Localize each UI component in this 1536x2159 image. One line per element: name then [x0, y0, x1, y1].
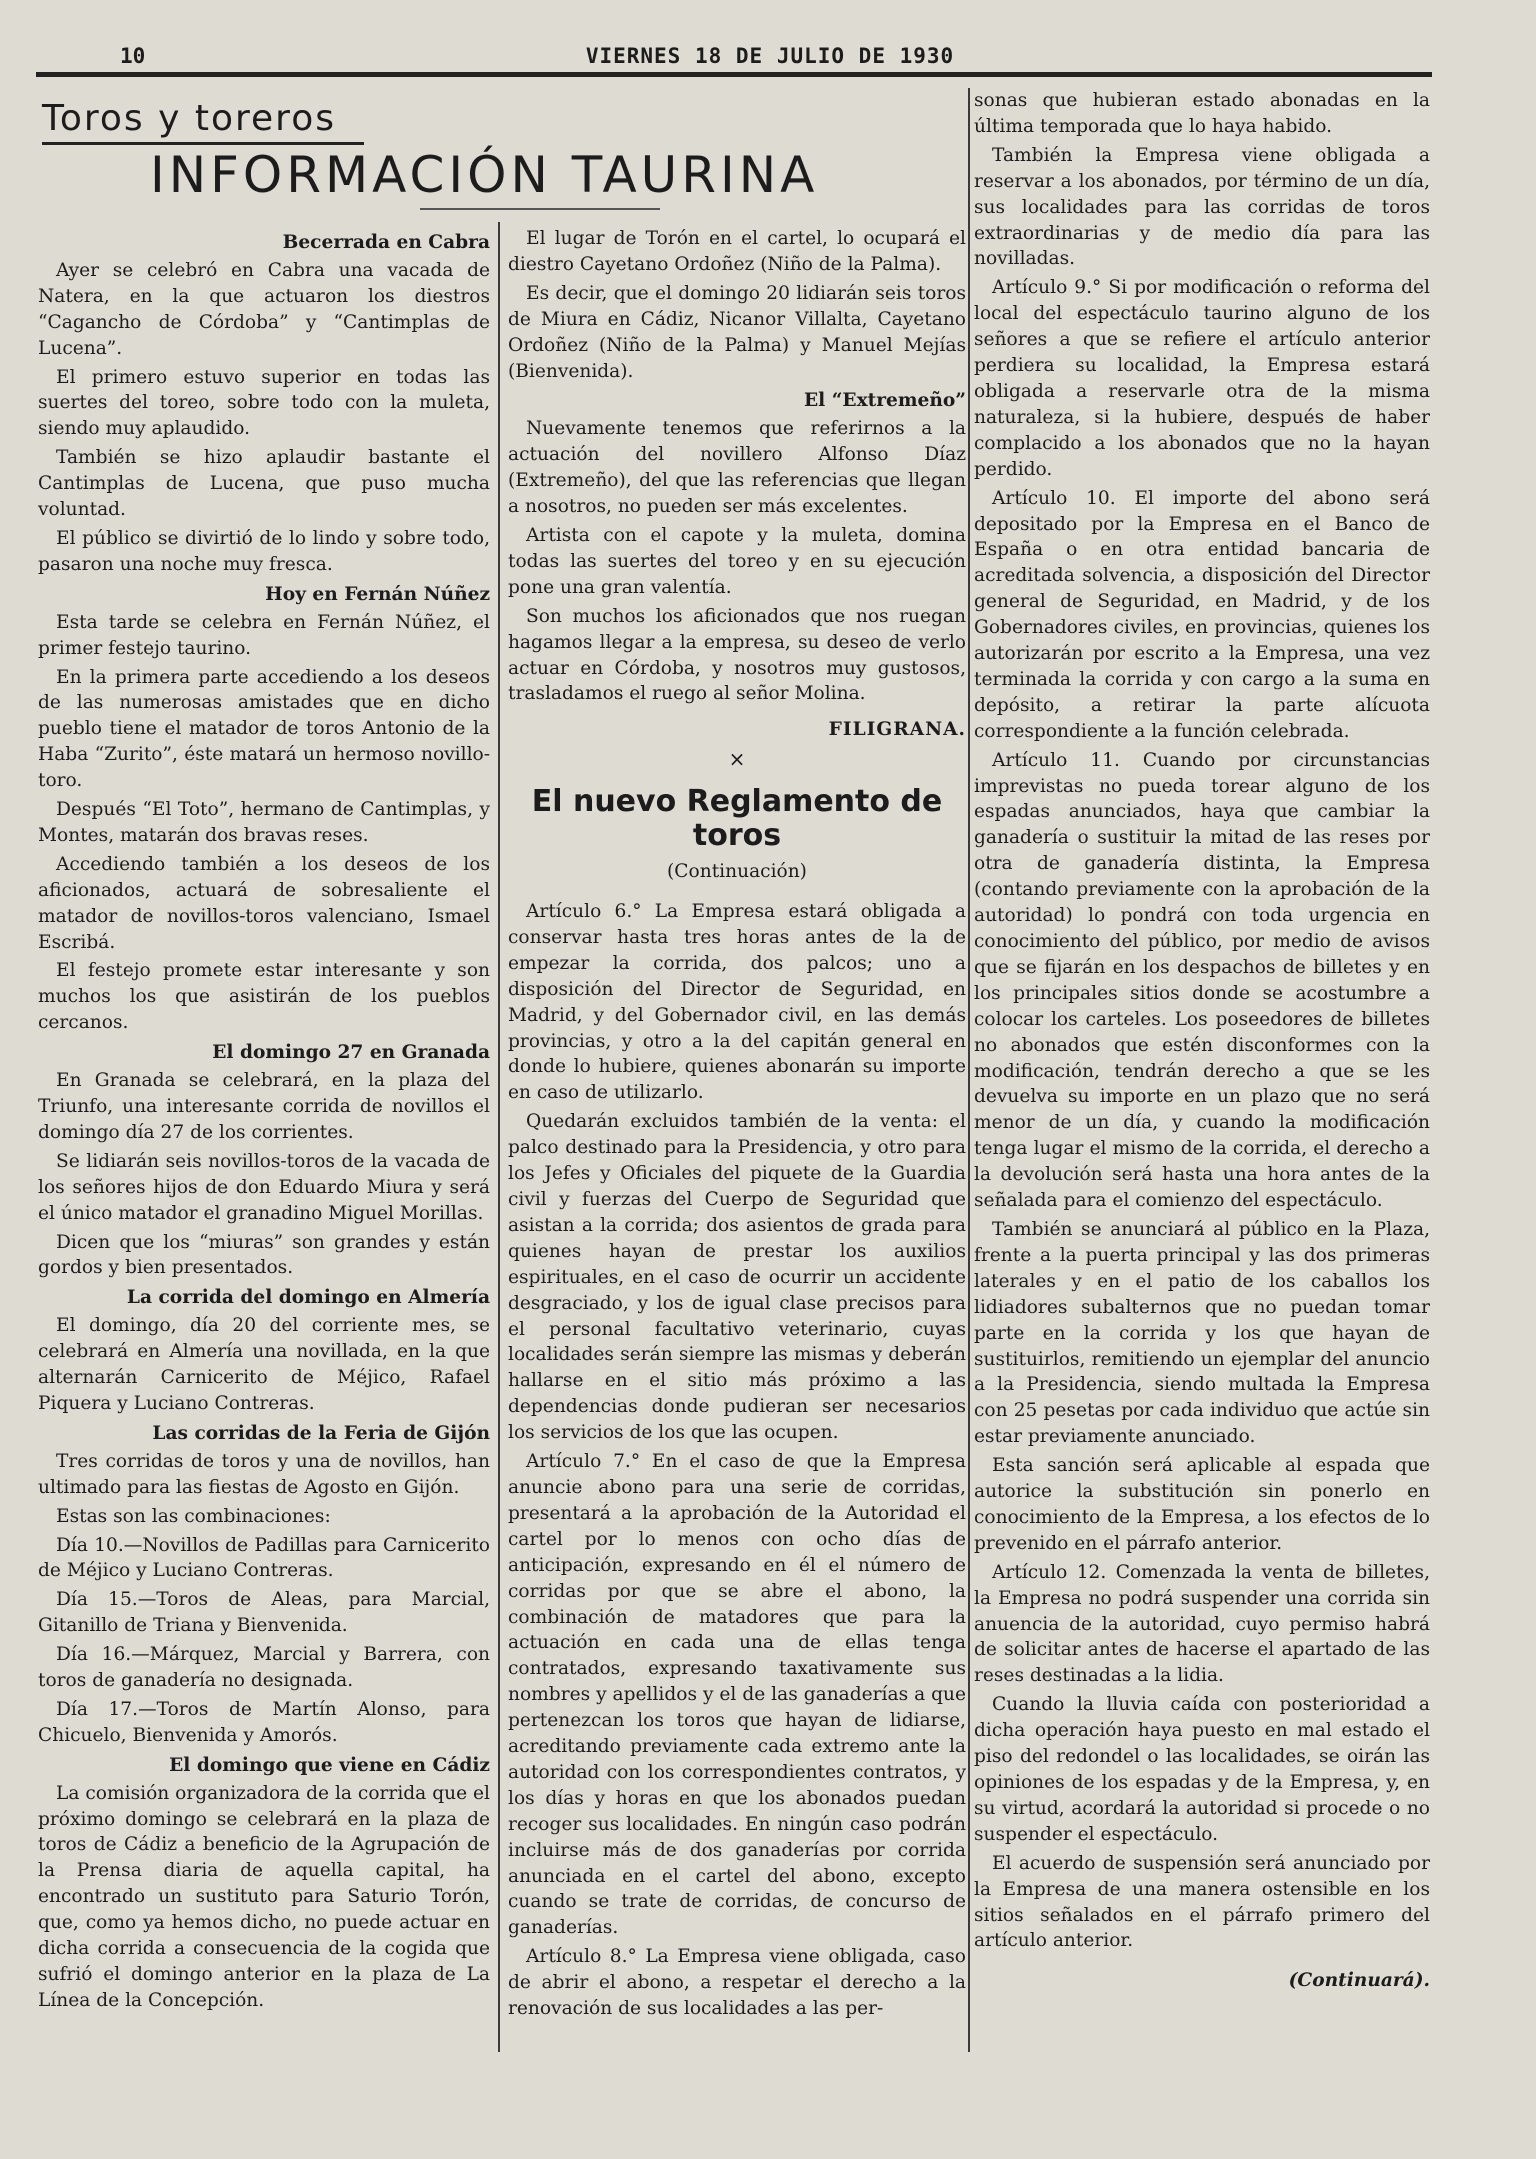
header-rule: [36, 72, 1432, 77]
title-underline: [420, 208, 660, 210]
subheading: El “Extremeño”: [804, 390, 966, 412]
paragraph: Nuevamente tenemos que referirnos a la actuación del novillero Alfonso Díaz (Extremeño), del que las referencias que llegan a nosotros, no pueden ser más excelentes.: [508, 418, 966, 518]
paragraph: Artículo 7.° En el caso de que la Empresa anuncie abono para una serie de corridas, presentará a la aprobación de la Autoridad el cartel por lo menos con ocho días de anticipación, expresando en él el número de corridas por que se abre el abono, la combinación de matadores que para la actuación en cada una de ellas tenga contratados, expresando taxativamente sus nombres y apellidos y el de las ganaderías a que pertenezcan los toros que hayan de lidiarse, acreditando previamente cada extremo ante la autoridad con los correspondientes contratos, y los días y horas en que los abonados puedan recoger sus localidades. En ningún caso podrán incluirse más de dos ganaderías por corrida anunciada en el cartel del abono, excepto cuando se trate de corridas, de concurso de ganaderías.: [508, 1451, 966, 1939]
subheading: El domingo que viene en Cádiz: [169, 1754, 490, 1776]
paragraph: Día 17.—Toros de Martín Alonso, para Chicuelo, Bienvenida y Amorós.: [38, 1698, 490, 1746]
section-underline: [42, 142, 364, 145]
subheading: Hoy en Fernán Núñez: [265, 583, 490, 605]
paragraph: Son muchos los aficionados que nos ruegan hagamos llegar a la empresa, su deseo de verlo actuar en Córdoba, y nosotros muy gustosos, trasladamos el ruego al señor Molina.: [508, 605, 966, 705]
paragraph: También se anunciará al público en la Plaza, frente a la puerta principal y las dos primeras laterales y en el patio de los caballos los lidiadores subalternos que no puedan tomar parte en la corrida y los que hayan de sustituirlos, remitiendo un ejemplar del anuncio a la Presidencia, siendo multada la Empresa con 25 pesetas por cada individuo que actúe sin estar previamente anunciado.: [974, 1218, 1430, 1448]
paragraph: Es decir, que el domingo 20 lidiarán seis toros de Miura en Cádiz, Nicanor Villalta, Cayetano Ordoñez (Niño de la Palma) y Manuel Mejías (Bienvenida).: [508, 282, 966, 382]
paragraph: El primero estuvo superior en todas las suertes del toreo, sobre todo con la muleta, siendo muy aplaudido.: [38, 366, 490, 440]
article-title: El nuevo Reglamento de toros: [531, 784, 943, 854]
paragraph: Dicen que los “miuras” son grandes y están gordos y bien presentados.: [38, 1231, 490, 1279]
paragraph: El acuerdo de suspensión será anunciado por la Empresa de una manera ostensible en los sitios señalados en el párrafo primero del artículo anterior.: [974, 1852, 1430, 1952]
paragraph: Tres corridas de toros y una de novillos, han ultimado para las fiestas de Agosto en Gijón.: [38, 1450, 490, 1498]
paragraph: El festejo promete estar interesante y son muchos los que asistirán de los pueblos cercanos.: [38, 960, 490, 1034]
paragraph: Esta tarde se celebra en Fernán Núñez, el primer festejo taurino.: [38, 611, 490, 659]
paragraph: Se lidiarán seis novillos-toros de la vacada de los señores hijos de don Eduardo Miura y será el único matador el granadino Miguel Morillas.: [38, 1150, 490, 1224]
paragraph: Día 16.—Márquez, Marcial y Barrera, con toros de ganadería no designada.: [38, 1644, 490, 1692]
paragraph: Quedarán excluidos también de la venta: el palco destinado para la Presidencia, y otro para los Jefes y Oficiales del piquete de la Guardia civil y fuerzas del Cuerpo de Seguridad que asistan a la corrida; dos asientos de grada para quienes hayan de prestar los auxilios espirituales, en el caso de ocurrir un accidente desgraciado, y los de igual clase precisos para el personal facultativo veterinario, cuyas localidades serán siempre las mismas y deberán hallarse en el sitio más próximo a las dependencias donde pudieran ser necesarios los servicios de los que las ocupen.: [508, 1111, 966, 1444]
column-divider: [968, 88, 970, 2052]
paragraph: Artículo 8.° La Empresa viene obligada, caso de abrir el abono, a respetar el derecho a la renovación de sus localidades a las per-: [508, 1946, 966, 2020]
column-2: [508, 226, 966, 2025]
page-number: 10: [120, 44, 146, 68]
paragraph: Artículo 9.° Si por modificación o reforma del local del espectáculo taurino alguno de los señores a que se refiere el artículo anterior perdiera su localidad, la Empresa estará obligada a reservarle otra de la misma naturaleza, si la hubiere, después de haber complacido a los abonados que no la hayan perdido.: [974, 277, 1430, 480]
paragraph: Artista con el capote y la muleta, domina todas las suertes del toreo y en su ejecución pone una gran valentía.: [508, 524, 966, 598]
page-header: [110, 38, 1430, 74]
paragraph: Día 10.—Novillos de Padillas para Carnicerito de Méjico y Luciano Contreras.: [38, 1534, 490, 1582]
signature: FILIGRANA.: [828, 719, 966, 741]
column-3: [974, 88, 1430, 1997]
page-title: INFORMACIÓN TAURINA: [150, 146, 819, 204]
paragraph: Cuando la lluvia caída con posterioridad a dicha operación haya puesto en mal estado el piso del redondel o las localidades, se oirán las opiniones de los espadas y de la Empresa, y, en su virtud, acordará la autoridad si procede o no suspender el espectáculo.: [974, 1694, 1430, 1845]
subheading: Las corridas de la Feria de Gijón: [152, 1422, 490, 1444]
paragraph: Accediendo también a los deseos de los aficionados, actuará de sobresaliente el matador de novillos-toros valenciano, Ismael Escribá.: [38, 853, 490, 953]
paragraph: Esta sanción será aplicable al espada que autorice la substitución sin ponerlo en conocimiento de la Empresa, a los efectos de lo prevenido en el párrafo anterior.: [974, 1455, 1430, 1554]
paragraph: Artículo 12. Comenzada la venta de billetes, la Empresa no podrá suspender una corrida sin anuencia de la autoridad, cuyo permiso habrá de solicitar antes de hacerse el apartado de las reses destinadas a la lidia.: [974, 1561, 1430, 1687]
paragraph: El lugar de Torón en el cartel, lo ocupará el diestro Cayetano Ordoñez (Niño de la Palma).: [508, 228, 966, 275]
paragraph: El público se divirtió de lo lindo y sobre todo, pasaron una noche muy fresca.: [38, 527, 490, 575]
paragraph: Después “El Toto”, hermano de Cantimplas, y Montes, matarán dos bravas reses.: [38, 799, 490, 846]
paragraph: Artículo 6.° La Empresa estará obligada a conservar hasta tres horas antes de la de empezar la corrida, dos palcos; uno a disposición del Director de Seguridad, en Madrid, y del Gobernador civil, en las demás provincias, y otro a la del capitán general en donde lo hubiere, quienes abonarán su importe en caso de utilizarlo.: [508, 901, 966, 1104]
paragraph: Día 15.—Toros de Aleas, para Marcial, Gitanillo de Triana y Bienvenida.: [38, 1589, 490, 1637]
subheading: Becerrada en Cabra: [282, 232, 490, 253]
article-subtitle: (Continuación): [667, 861, 807, 883]
paragraph: sonas que hubieran estado abonadas en la última temporada que lo haya habido.: [974, 90, 1430, 137]
separator-mark: ×: [728, 747, 746, 772]
column-divider: [498, 222, 500, 2052]
paragraph: En Granada se celebrará, en la plaza del Triunfo, una interesante corrida de novillos el domingo día 27 de los corrientes.: [38, 1070, 490, 1143]
continued-note: (Continuará).: [1288, 1970, 1430, 1992]
paragraph: Artículo 11. Cuando por circunstancias imprevistas no pueda torear alguno de los espadas anunciados, haya que cambiar la ganadería o sustituir la mitad de las reses por otra de ganadería distinta, la Empresa (contando previamente con la aprobación de la autoridad) lo pondrá con toda urgencia en conocimiento del público, por medio de avisos que se fijarán en los despachos de billetes y en los principales sitios donde se acostumbre a colocar los carteles. Los poseedores de billetes no abonados que estén disconformes con la modificación, tendrán derecho a que se les devuelva su importe en un plazo que no será menor de un día, y cuando la modificación tenga lugar el mismo de la corrida, el derecho a la devolución será hasta una hora antes de la señalada para el comienzo del espectáculo.: [974, 749, 1430, 1212]
paragraph: En la primera parte accediendo a los deseos de las numerosas amistades que en dicho pueblo tiene el matador de toros Antonio de la Haba “Zurito”, éste matará un hermoso novillo-toro.: [38, 666, 490, 792]
paragraph: Artículo 10. El importe del abono será depositado por la Empresa en el Banco de España o en otra entidad bancaria de acreditada solvencia, a disposición del Director general de Seguridad, en Madrid, y de los Gobernadores civiles, en provincias, quienes los autorizarán por escrito a la Empresa, una vez terminada la corrida y con cargo a la suma en depósito, a retirar la parte alícuota correspondiente a la función celebrada.: [974, 487, 1430, 742]
paragraph: La comisión organizadora de la corrida que el próximo domingo se celebrará en la plaza de toros de Cádiz a beneficio de la Agrupación de la Prensa diaria de aquella capital, ha encontrado un sustituto para Saturio Torón, que, como ya hemos dicho, no puede actuar en dicha corrida a consecuencia de la cogida que sufrió el domingo anterior en la plaza de La Línea de la Concepción.: [38, 1782, 490, 2011]
subheading: El domingo 27 en Granada: [212, 1042, 490, 1064]
paragraph: Ayer se celebró en Cabra una vacada de Natera, en la que actuaron los diestros “Cagancho de Córdoba” y “Cantimplas de Lucena”.: [38, 259, 490, 359]
column-1: [38, 226, 490, 2017]
subheading: La corrida del domingo en Almería: [126, 1287, 490, 1309]
paragraph: Estas son las combinaciones:: [56, 1505, 331, 1527]
section-label: Toros y toreros: [42, 98, 336, 139]
paragraph: También la Empresa viene obligada a reservar a los abonados, por término de un día, sus localidades para las corridas de toros extraordinarias y de medio día para las novilladas.: [974, 144, 1430, 270]
paragraph: También se hizo aplaudir bastante el Cantimplas de Lucena, que puso mucha voluntad.: [38, 447, 490, 521]
dateline: VIERNES 18 DE JULIO DE 1930: [585, 44, 955, 68]
paragraph: El domingo, día 20 del corriente mes, se celebrará en Almería una novillada, en la que alternarán Carnicerito de Méjico, Rafael Piquera y Luciano Contreras.: [38, 1315, 490, 1414]
